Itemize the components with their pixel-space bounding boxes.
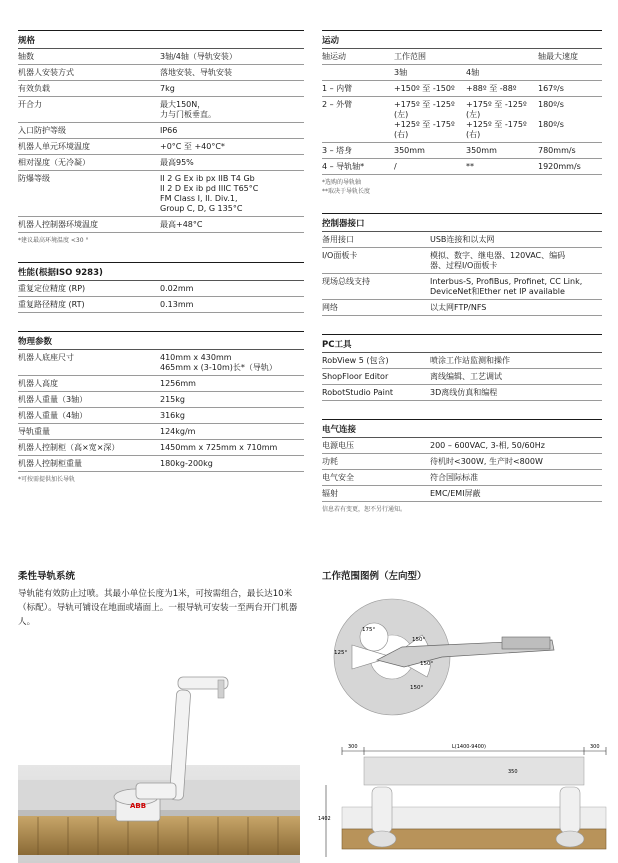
motion-speed: 1920mm/s: [538, 162, 581, 171]
phys-row: [18, 408, 304, 424]
spec-key: 有效负载: [18, 84, 50, 93]
spec-value: 3轴/4轴（导轨安装）: [160, 52, 237, 61]
elec-key: 辐射: [322, 489, 338, 498]
elec-title: 电气连接: [322, 419, 602, 438]
spec-row: [18, 49, 304, 65]
elec-row: [322, 438, 602, 454]
motion-range-3axis: 350mm: [394, 146, 425, 155]
phys-value: 316kg: [160, 411, 185, 420]
phys-value: 410mm x 430mm 465mm x (3-10m)长*（导轨）: [160, 353, 277, 372]
motion-title: 运动: [322, 30, 602, 49]
motion-note-2: **取决于导轨长度: [322, 188, 371, 195]
spec-row: [18, 97, 304, 123]
spec-value: IP66: [160, 126, 178, 135]
phys-row: [18, 440, 304, 456]
phys-key: 机器人重量（4轴）: [18, 411, 88, 420]
phys-value: 1256mm: [160, 379, 196, 388]
motion-axis: 4 – 导轨轴*: [322, 162, 365, 171]
motion-speed: 180º/s 180º/s: [538, 100, 564, 129]
spec-row: [18, 81, 304, 97]
motion-sub-4axis: 4轴: [466, 68, 480, 77]
spec-key: 入口防护等级: [18, 126, 66, 135]
phys-key: 导轨重量: [18, 427, 50, 436]
angle-125: 125°: [334, 650, 348, 656]
ctrl-row: [322, 300, 602, 316]
phys-key: 机器人控制柜重量: [18, 459, 82, 468]
spec-note: *建议最高环境温度 <30 °: [18, 237, 89, 244]
range-title: 工作范围图例（左向型）: [322, 571, 427, 582]
spec-row: [18, 171, 304, 217]
angle-150-mid: 150°: [420, 661, 434, 667]
spec-value: 最高95%: [160, 158, 194, 167]
motion-range-3axis: /: [394, 162, 397, 171]
pc-key: RobotStudio Paint: [322, 388, 394, 397]
phys-title: 物理参数: [18, 331, 304, 350]
motion-header-range: 工作范围: [394, 52, 426, 61]
phys-row: [18, 376, 304, 392]
pc-row: [322, 385, 602, 401]
elec-key: 功耗: [322, 457, 338, 466]
motion-row: [322, 143, 602, 159]
elec-row: [322, 486, 602, 502]
abb-logo: ABB: [130, 802, 147, 810]
ctrl-row: [322, 274, 602, 300]
perf-section: [18, 262, 304, 313]
motion-axis: 2 – 外臂: [322, 100, 353, 109]
dim-350: 350: [508, 769, 518, 775]
motion-header-axis: 轴运动: [322, 52, 346, 61]
phys-row: [18, 392, 304, 408]
perf-key: 重复路径精度 (RT): [18, 300, 85, 309]
motion-range-4axis: +88º 至 -88º: [466, 84, 517, 93]
pc-value: 喷涂工作站监测和操作: [430, 356, 510, 365]
motion-row: [322, 81, 602, 97]
motion-speed: 780mm/s: [538, 146, 576, 155]
phys-row: [18, 456, 304, 472]
motion-range-4axis: +175º 至 -125º (左) +125º 至 -175º (右): [466, 100, 527, 139]
ctrl-section: [322, 213, 602, 316]
spec-key: 开合力: [18, 100, 42, 109]
ctrl-value: 模拟、数字、继电器、120VAC、编码 器、过程I/O面板卡: [430, 251, 566, 270]
phys-value: 1450mm x 725mm x 710mm: [160, 443, 278, 452]
phys-value: 180kg-200kg: [160, 459, 213, 468]
spec-row: [18, 65, 304, 81]
pc-key: RobView 5 (包含): [322, 356, 389, 365]
spec-value: 最大150N， 力与门板垂直。: [160, 100, 216, 119]
phys-key: 机器人底座尺寸: [18, 353, 74, 362]
elec-key: 电源电压: [322, 441, 354, 450]
pc-value: 3D离线仿真和编程: [430, 388, 498, 397]
motion-header-speed: 轴最大速度: [538, 52, 578, 61]
rail-section: [18, 568, 300, 629]
spec-row: [18, 155, 304, 171]
phys-value: 215kg: [160, 395, 185, 404]
elec-value: EMC/EMI屏蔽: [430, 489, 481, 498]
angle-150-top: 150°: [412, 637, 426, 643]
ctrl-key: 现场总线支持: [322, 277, 370, 286]
elec-value: 200 – 600VAC, 3-相, 50/60Hz: [430, 441, 545, 450]
pc-title: PC工具: [322, 334, 602, 353]
spec-section: [18, 30, 304, 244]
rail-robot-illustration: [18, 665, 300, 863]
spec-row: [18, 139, 304, 155]
ctrl-key: 网络: [322, 303, 338, 312]
spec-key: 轴数: [18, 52, 34, 61]
phys-key: 机器人高度: [18, 379, 58, 388]
perf-value: 0.02mm: [160, 284, 194, 293]
phys-row: [18, 424, 304, 440]
dim-left: 300: [348, 744, 358, 750]
motion-note-1: *选购的导轨轴: [322, 179, 362, 186]
perf-title: 性能(根据ISO 9283): [18, 262, 304, 281]
ctrl-row: [322, 232, 602, 248]
spec-value: 7kg: [160, 84, 175, 93]
motion-header-row: [322, 49, 602, 65]
motion-axis: 3 – 塔身: [322, 146, 353, 155]
motion-range-4axis: 350mm: [466, 146, 497, 155]
dimension-drawing: [318, 735, 610, 863]
spec-value: +0°C 至 +40°C*: [160, 142, 225, 151]
phys-value: 124kg/m: [160, 427, 196, 436]
ctrl-value: Interbus-S, ProfiBus, Profinet, CC Link, DeviceNet和Ether net IP available: [430, 277, 583, 296]
elec-value: 符合国际标准: [430, 473, 478, 482]
elec-row: [322, 454, 602, 470]
spec-key: 相对湿度（无冷凝）: [18, 158, 90, 167]
phys-row: [18, 350, 304, 376]
pc-row: [322, 369, 602, 385]
spec-value: 落地安装、导轨安装: [160, 68, 232, 77]
rail-text: 导轨能有效防止过喷。其最小单位长度为1米，可按需组合，最长达10米（标配）。导轨可铺设在地面或墙面上。一根导轨可安装一至两台开门机器人。: [18, 589, 298, 627]
elec-note: 信息若有变更，恕不另行通知。: [322, 506, 407, 513]
dim-1402: 1402: [318, 816, 331, 822]
spec-key: 机器人控制器环境温度: [18, 220, 98, 229]
elec-section: [322, 419, 602, 513]
spec-key: 机器人安装方式: [18, 68, 74, 77]
perf-value: 0.13mm: [160, 300, 194, 309]
phys-note: *可按需提供加长导轨: [18, 476, 76, 483]
motion-range-3axis: +175º 至 -125º (左) +125º 至 -175º (右): [394, 100, 455, 139]
ctrl-key: I/O面板卡: [322, 251, 358, 260]
dim-right: 300: [590, 744, 600, 750]
elec-value: 待机时<300W, 生产时<800W: [430, 457, 543, 466]
elec-key: 电气安全: [322, 473, 354, 482]
spec-value: 最高+48°C: [160, 220, 203, 229]
motion-sub-3axis: 3轴: [394, 68, 408, 77]
spec-title: 规格: [18, 30, 304, 49]
spec-value: II 2 G Ex ib px IIB T4 Gb II 2 D Ex ib pd IIIC T65°C FM Class I, II. Div.1, Group C, D, G 135°C: [160, 174, 259, 213]
phys-key: 机器人重量（3轴）: [18, 395, 88, 404]
pc-section: [322, 334, 602, 401]
motion-speed: 167º/s: [538, 84, 564, 93]
ctrl-key: 备用接口: [322, 235, 354, 244]
rail-title: 柔性导轨系统: [18, 571, 76, 582]
motion-range-4axis: **: [466, 162, 474, 171]
ctrl-value: USB连接和以太网: [430, 235, 495, 244]
elec-row: [322, 470, 602, 486]
angle-150-bottom: 150°: [410, 685, 424, 691]
spec-row: [18, 217, 304, 233]
pc-key: ShopFloor Editor: [322, 372, 389, 381]
pc-value: 离线编辑、工艺调试: [430, 372, 502, 381]
pc-row: [322, 353, 602, 369]
work-range-diagram: [322, 585, 572, 715]
spec-key: 防爆等级: [18, 174, 50, 183]
spec-row: [18, 123, 304, 139]
dim-length: L(1400-9400): [452, 744, 486, 750]
motion-subheader-row: [322, 65, 602, 81]
left-column: [18, 30, 304, 501]
phys-section: [18, 331, 304, 483]
ctrl-value: 以太网FTP/NFS: [430, 303, 487, 312]
motion-row: [322, 97, 602, 143]
angle-175: 175°: [362, 627, 376, 633]
perf-row: [18, 281, 304, 297]
motion-range-3axis: +150º 至 -150º: [394, 84, 455, 93]
motion-row: [322, 159, 602, 175]
phys-key: 机器人控制柜（高×宽×深）: [18, 443, 120, 452]
motion-axis: 1 – 内臂: [322, 84, 353, 93]
spec-key: 机器人单元环境温度: [18, 142, 90, 151]
perf-row: [18, 297, 304, 313]
right-column: [322, 30, 602, 531]
perf-key: 重复定位精度 (RP): [18, 284, 86, 293]
ctrl-row: [322, 248, 602, 274]
ctrl-title: 控制器接口: [322, 213, 602, 232]
motion-section: [322, 30, 602, 195]
